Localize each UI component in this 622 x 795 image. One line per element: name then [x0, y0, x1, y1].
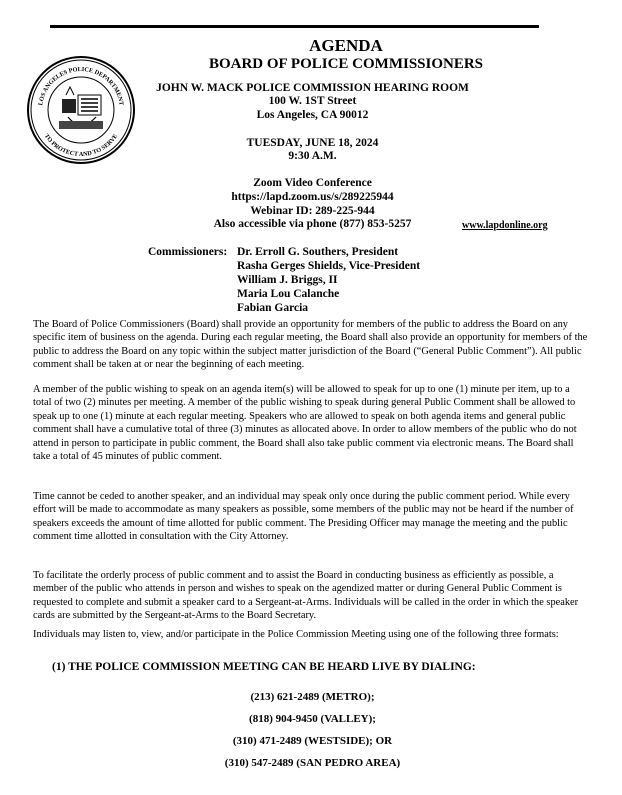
webinar-id: Webinar ID: 289-225-944 — [250, 205, 375, 217]
phone-number: (310) 471-2489 (WESTSIDE); OR — [232, 735, 393, 747]
phone-access: Also accessible via phone (877) 853-5257 — [213, 218, 412, 230]
commissioner-name: William J. Briggs, II — [237, 274, 338, 286]
commissioners-label: Commissioners: — [148, 246, 228, 258]
commissioner-name: Dr. Erroll G. Southers, President — [237, 246, 399, 258]
commissioner-name: Fabian Garcia — [237, 302, 309, 314]
meeting-date: TUESDAY, JUNE 18, 2024 — [246, 137, 379, 149]
heard-live-heading: (1) THE POLICE COMMISSION MEETING CAN BE HEARD LIVE BY DIALING: — [52, 661, 476, 673]
city-address: Los Angeles, CA 90012 — [256, 109, 369, 121]
seal-text-top: LOS ANGELES POLICE DEPARTMENT — [37, 65, 125, 106]
phone-number: (310) 547-2489 (SAN PEDRO AREA) — [224, 757, 401, 769]
commissioner-name: Maria Lou Calanche — [237, 288, 340, 300]
seal-text-bottom: TO PROTECT AND TO SERVE — [42, 132, 120, 158]
paragraph-formats: Individuals may listen to, view, and/or participate in the Police Commission Meeting using one of the following three formats: — [33, 629, 559, 640]
paragraph-ceding-time: Time cannot be ceded to another speaker, and an individual may speak only once during the public comment period. While every effort will be made to accommodate as many speakers as possible, some members of the public may not be heard if the number of speakers exceeds the amount of time allotted for public comment. The Presiding Officer may manage the meeting and the public comment time allotted in consultation with the City Attorney. — [33, 491, 574, 543]
phone-number: (818) 904-9450 (VALLEY); — [249, 713, 376, 725]
paragraph-speaker-cards: To facilitate the orderly process of public comment and to assist the Board in conducting business as efficiently as possible, a member of the public who attends in person and wishes to speak on the agendized matter or during General Public Comment is requested to complete and submit a speaker card to a Sergeant-at-Arms. Individuals will be called in the order in which the speaker cards are submitted by the Sergeant-at-Arms to the Board Secretary. — [33, 570, 579, 622]
paragraph-speaking-time: A member of the public wishing to speak on an agenda item(s) will be allowed to speak for up to one (1) minute per item, up to a total of two (2) minutes per meeting. A member of the public wishing to speak during general Public Comment shall be allowed to speak up to one (1) minute at each regular meeting. Speakers who are allowed to speak on both agenda items and general public comment shall have a cumulative total of three (3) minutes as allocated above. In order to allow members of the public who do not attend in person to participate in public comment, the Board shall also take public comment via electronic means. The Board shall take a total of 45 minutes of public comment. — [33, 384, 577, 463]
website-link[interactable]: www.lapdonline.org — [462, 220, 548, 231]
page-subtitle: BOARD OF POLICE COMMISSIONERS — [208, 56, 484, 72]
meeting-time: 9:30 A.M. — [288, 150, 337, 162]
street-address: 100 W. 1ST Street — [268, 95, 357, 107]
zoom-title: Zoom Video Conference — [253, 177, 372, 189]
header-rule — [50, 25, 539, 28]
svg-text:TO PROTECT AND TO SERVE — [43, 133, 119, 158]
commissioner-name: Rasha Gerges Shields, Vice-President — [237, 260, 421, 272]
phone-number: (213) 621-2489 (METRO); — [250, 691, 375, 703]
paragraph-public-comment: The Board of Police Commissioners (Board) shall provide an opportunity for members of the public to address the Board on any specific item of business on the agenda. During each regular meeting, the Board shall also provide an opportunity for members of the public to address the Board on any topic within the subject matter jurisdiction of the Board (“General Public Comment”). All public comment shall be taken at or near the beginning of each meeting. — [33, 319, 588, 371]
hearing-room: JOHN W. MACK POLICE COMMISSION HEARING ROOM — [156, 82, 469, 94]
page-title: AGENDA — [309, 36, 383, 55]
zoom-link[interactable]: https://lapd.zoom.us/s/289225944 — [231, 191, 394, 203]
